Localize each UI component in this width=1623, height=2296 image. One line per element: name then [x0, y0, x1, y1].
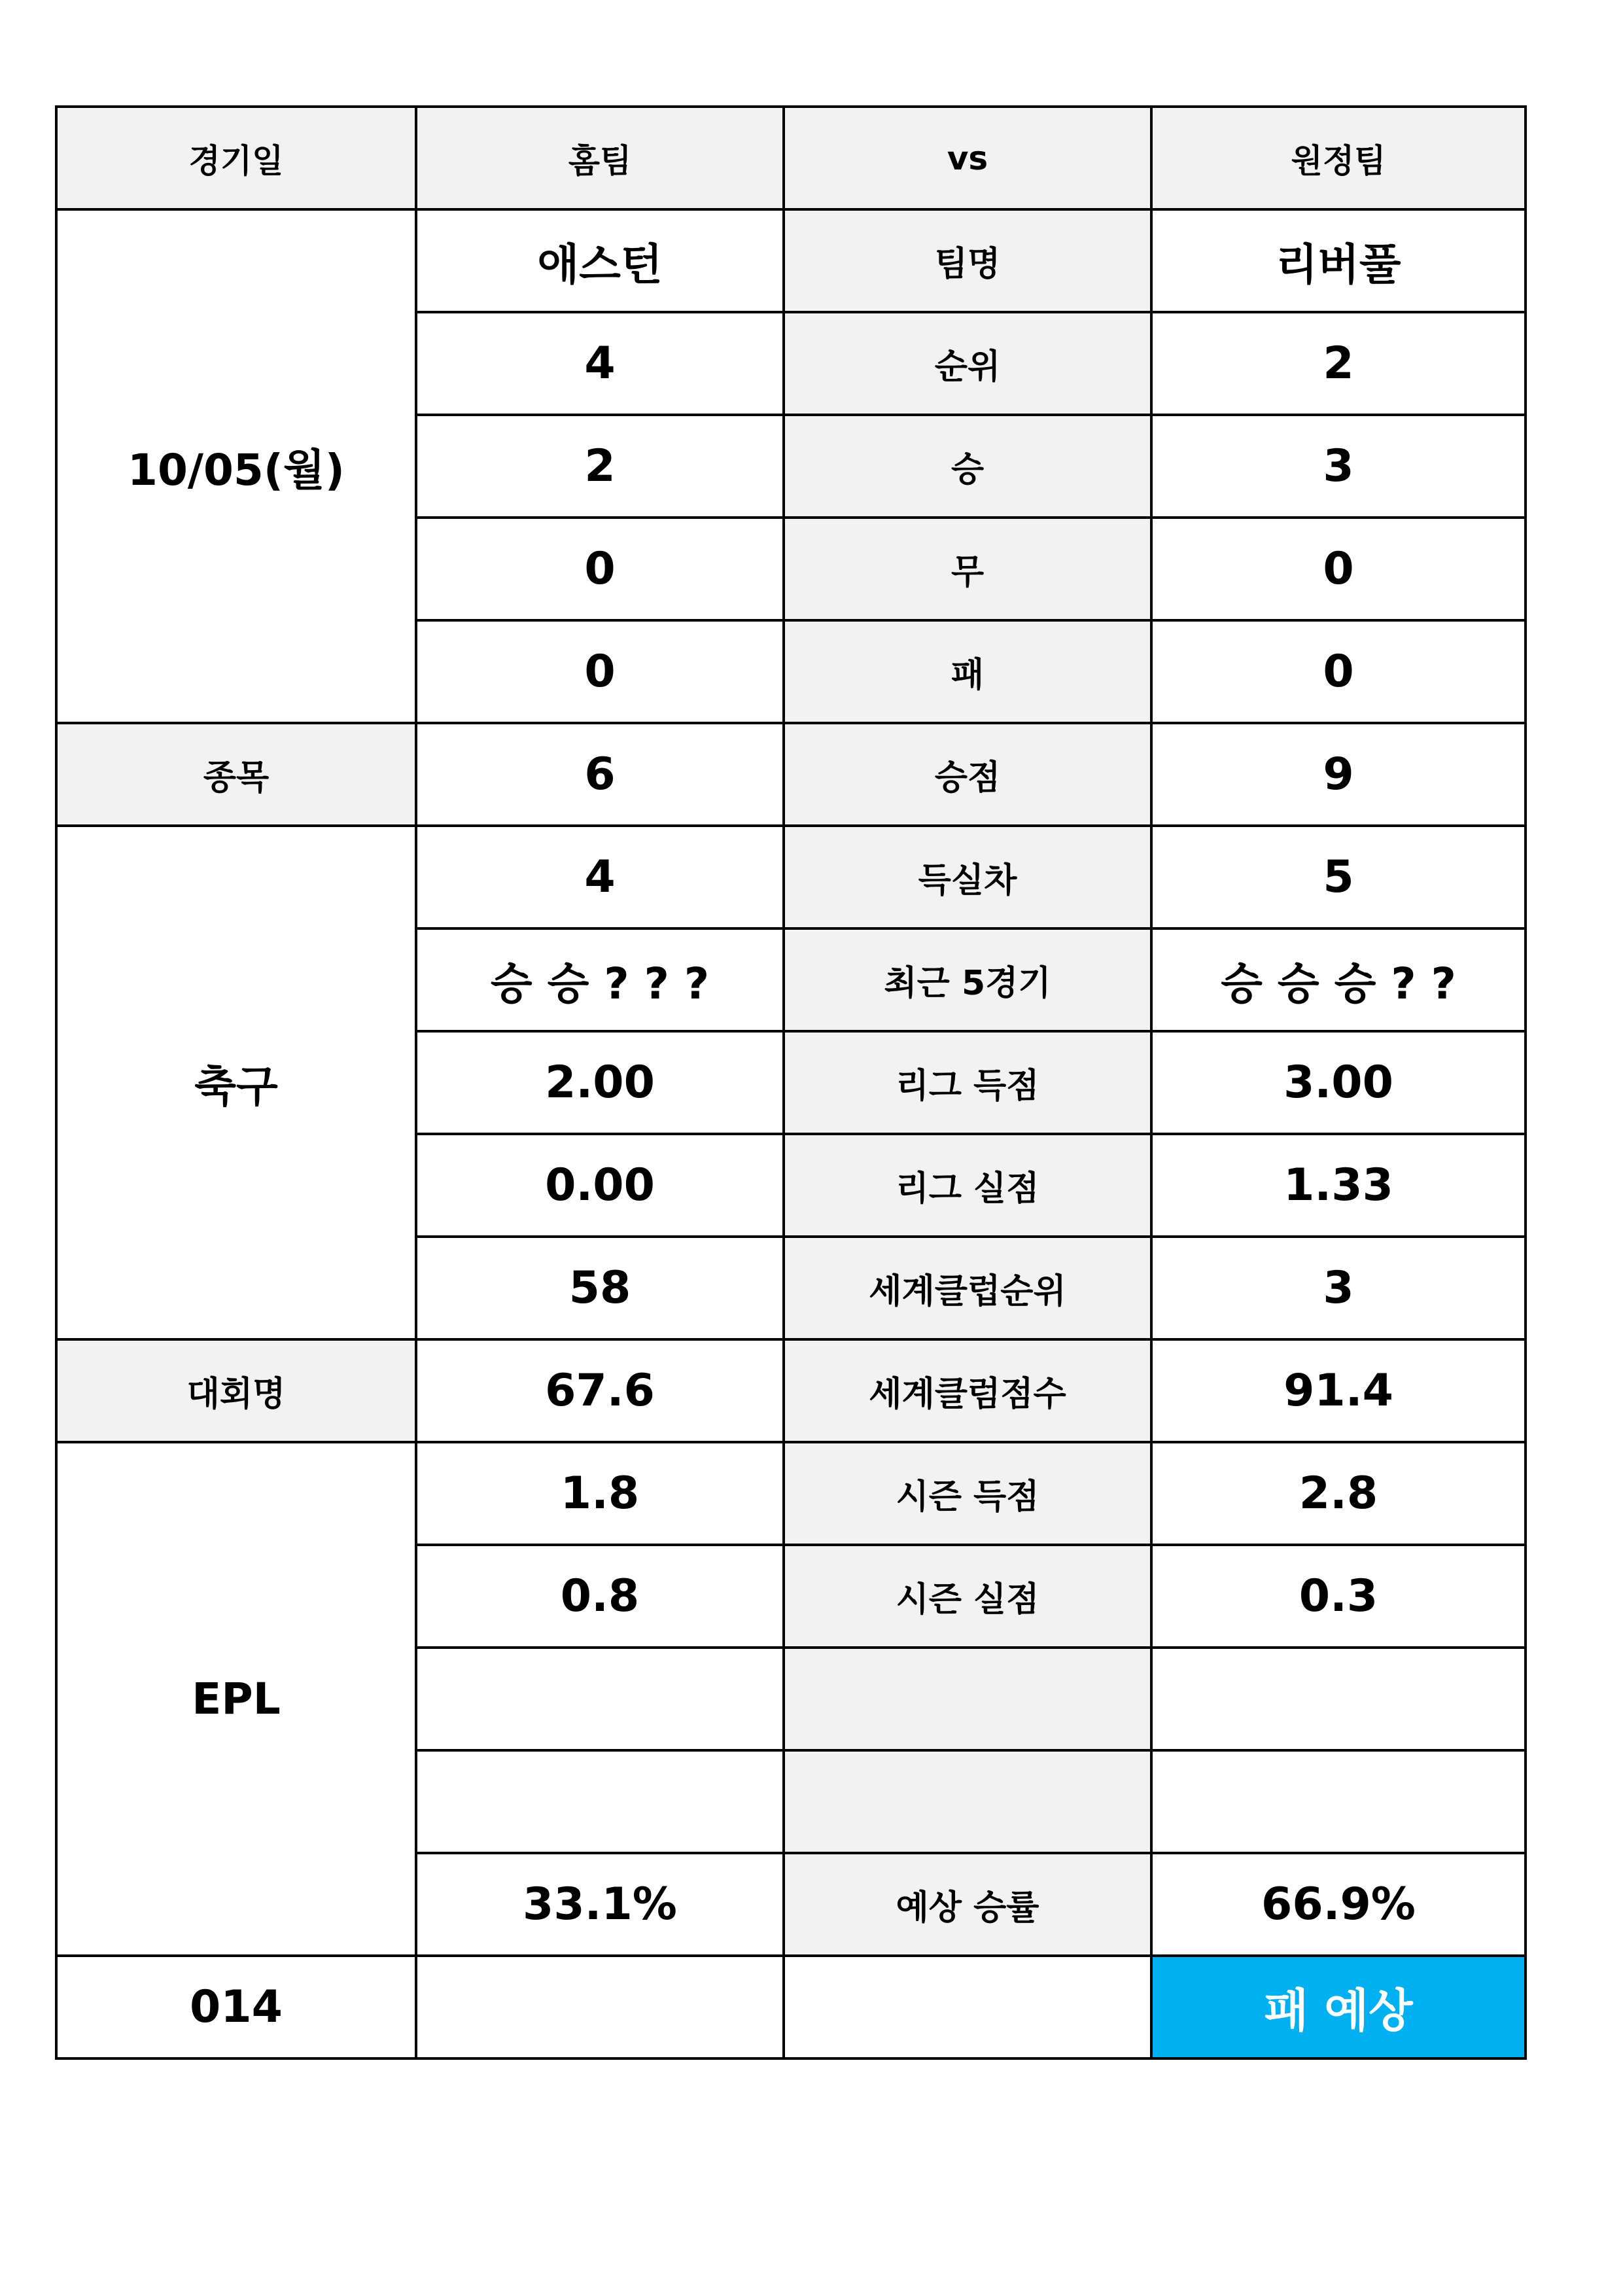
loss-label: 패 — [784, 620, 1151, 723]
world-score-label: 세계클럼점수 — [784, 1339, 1151, 1442]
team-label: 팀명 — [784, 209, 1151, 312]
home-league-scored: 2.00 — [416, 1031, 784, 1134]
row-season-scored — [56, 1442, 1526, 1545]
away-rank: 2 — [1151, 312, 1526, 415]
win-prob-label: 예상 승률 — [784, 1853, 1151, 1956]
home-rank: 4 — [416, 312, 784, 415]
away-loss: 0 — [1151, 620, 1526, 723]
empty-cell — [416, 1648, 784, 1750]
points-label: 승점 — [784, 723, 1151, 826]
season-conceded-label: 시즌 실점 — [784, 1545, 1151, 1648]
league-label: 대회명 — [56, 1339, 416, 1442]
home-goal-diff: 4 — [416, 826, 784, 928]
header-row — [56, 107, 1526, 209]
away-world-rank: 3 — [1151, 1237, 1526, 1339]
header-date: 경기일 — [56, 107, 416, 209]
match-number: 014 — [56, 1956, 416, 2058]
rank-label: 순위 — [784, 312, 1151, 415]
home-win: 2 — [416, 415, 784, 518]
sport-label: 종목 — [56, 723, 416, 826]
row-goal-diff — [56, 826, 1526, 928]
win-label: 승 — [784, 415, 1151, 518]
empty-cell — [784, 1956, 1151, 2058]
empty-cell — [416, 1956, 784, 2058]
away-team-name: 리버풀 — [1151, 209, 1526, 312]
home-season-scored: 1.8 — [416, 1442, 784, 1545]
header-vs: vs — [784, 107, 1151, 209]
world-rank-label: 세계클럽순위 — [784, 1237, 1151, 1339]
away-goal-diff: 5 — [1151, 826, 1526, 928]
away-season-scored: 2.8 — [1151, 1442, 1526, 1545]
match-analysis-table — [55, 105, 1527, 2060]
home-loss: 0 — [416, 620, 784, 723]
away-league-conceded: 1.33 — [1151, 1134, 1526, 1237]
home-draw: 0 — [416, 518, 784, 620]
sport-value: 축구 — [56, 826, 416, 1339]
row-team — [56, 209, 1526, 312]
away-recent5: 승 승 승 ? ? — [1151, 928, 1526, 1031]
away-season-conceded: 0.3 — [1151, 1545, 1526, 1648]
away-points: 9 — [1151, 723, 1526, 826]
away-world-score: 91.4 — [1151, 1339, 1526, 1442]
header-home: 홈팀 — [416, 107, 784, 209]
row-footer — [56, 1956, 1526, 2058]
away-league-scored: 3.00 — [1151, 1031, 1526, 1134]
away-draw: 0 — [1151, 518, 1526, 620]
league-conceded-label: 리그 실점 — [784, 1134, 1151, 1237]
empty-label-cell — [784, 1750, 1151, 1853]
home-world-score: 67.6 — [416, 1339, 784, 1442]
home-team-name: 애스턴 — [416, 209, 784, 312]
home-league-conceded: 0.00 — [416, 1134, 784, 1237]
league-scored-label: 리그 득점 — [784, 1031, 1151, 1134]
row-world-score — [56, 1339, 1526, 1442]
empty-cell — [416, 1750, 784, 1853]
prediction-badge: 패 예상 — [1151, 1956, 1526, 2058]
empty-label-cell — [784, 1648, 1151, 1750]
away-win-prob: 66.9% — [1151, 1853, 1526, 1956]
home-world-rank: 58 — [416, 1237, 784, 1339]
away-win: 3 — [1151, 415, 1526, 518]
row-points — [56, 723, 1526, 826]
home-points: 6 — [416, 723, 784, 826]
home-recent5: 승 승 ? ? ? — [416, 928, 784, 1031]
goal-diff-label: 득실차 — [784, 826, 1151, 928]
league-value: EPL — [56, 1442, 416, 1956]
header-away: 원정팀 — [1151, 107, 1526, 209]
draw-label: 무 — [784, 518, 1151, 620]
empty-cell — [1151, 1750, 1526, 1853]
season-scored-label: 시즌 득점 — [784, 1442, 1151, 1545]
recent5-label: 최근 5경기 — [784, 928, 1151, 1031]
match-date: 10/05(월) — [56, 209, 416, 723]
home-season-conceded: 0.8 — [416, 1545, 784, 1648]
home-win-prob: 33.1% — [416, 1853, 784, 1956]
empty-cell — [1151, 1648, 1526, 1750]
